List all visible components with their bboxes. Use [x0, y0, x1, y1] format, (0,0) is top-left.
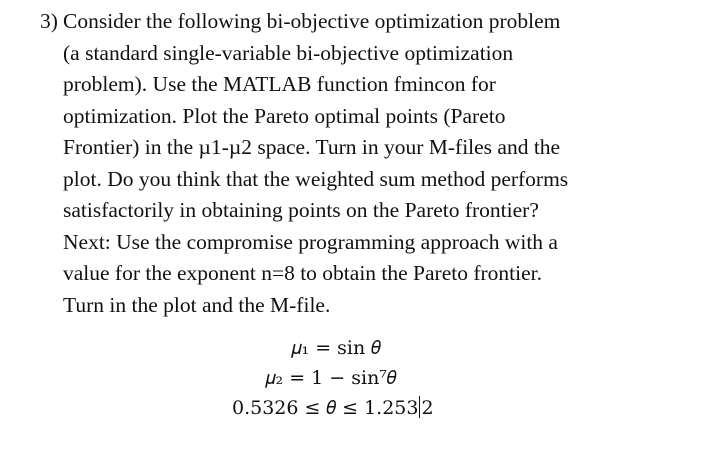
problem-line: satisfactorily in obtaining points on the Pareto frontier? — [63, 198, 539, 222]
problem-line: (a standard single-variable bi-objective optimization — [63, 40, 514, 65]
problem-line: value for the exponent n=8 to obtain the Pareto frontier. — [63, 261, 543, 285]
equation-mu2: 𝜇₂ = 1 − sin⁷𝜃 — [265, 367, 397, 389]
equation-range-start: 0.5326 ≤ 𝜃 ≤ 1.253 — [232, 397, 419, 419]
problem-line: Consider the following bi-objective optimization problem — [63, 9, 561, 33]
problem-line: Turn in the plot and the M-file. — [63, 292, 331, 317]
equation-range-end: 2 — [421, 397, 434, 419]
problem-number: 3) — [40, 9, 58, 33]
problem-line: Next: Use the compromise programming approach with a — [63, 229, 558, 254]
problem-line: optimization. Plot the Pareto optimal points (Pareto — [63, 103, 506, 128]
equation-range[interactable] — [232, 393, 434, 423]
problem-line: problem). Use the MATLAB function fmincon for — [63, 72, 496, 96]
equation-mu1: 𝜇₁ = sin 𝜃 — [291, 337, 381, 359]
problem-line: Frontier) in the µ1-µ2 space. Turn in your M-files and the — [63, 135, 561, 159]
problem-line: plot. Do you think that the weighted sum method performs — [63, 166, 569, 191]
problem-text — [63, 6, 683, 321]
